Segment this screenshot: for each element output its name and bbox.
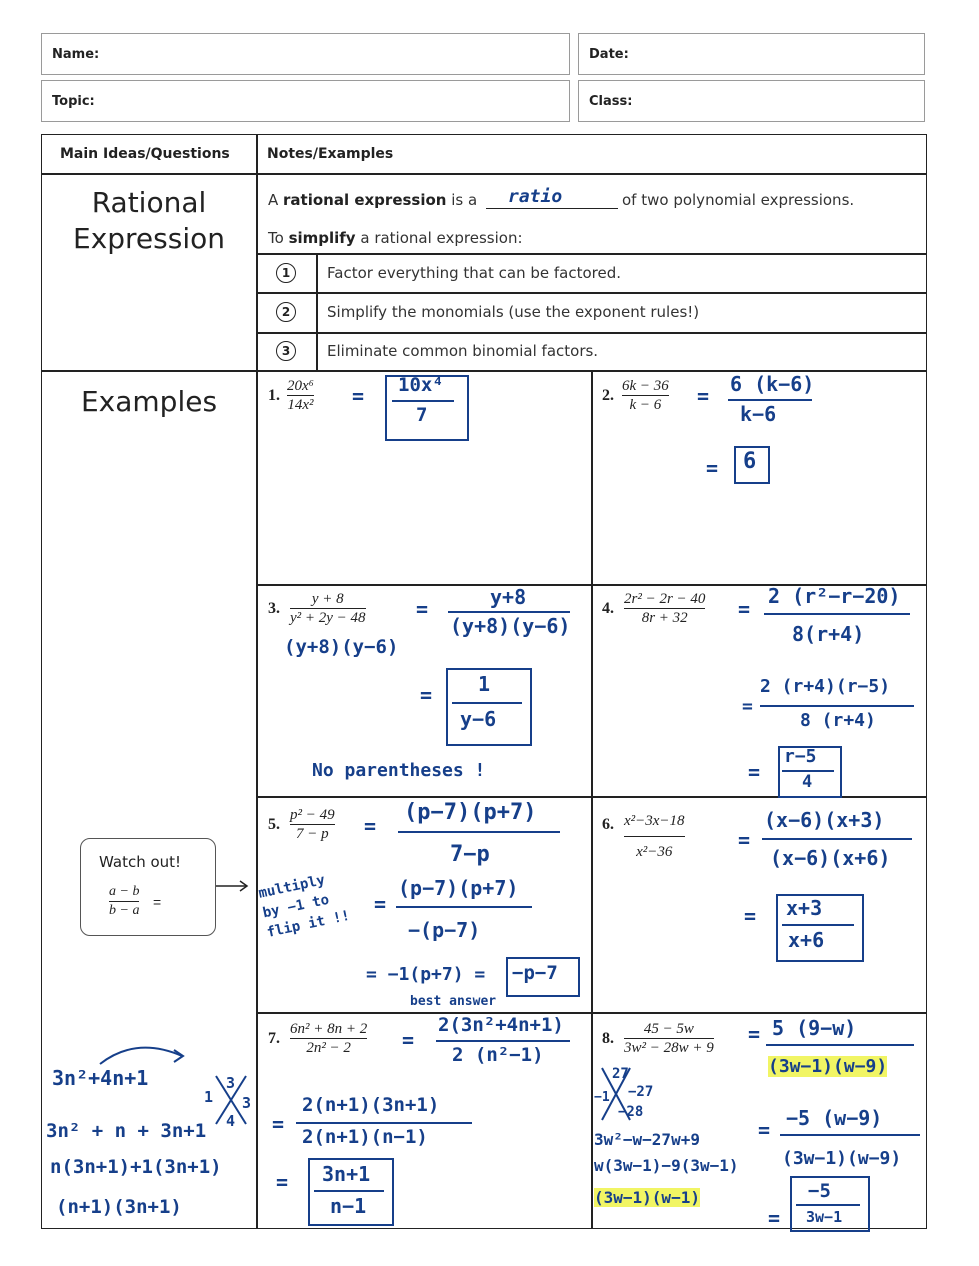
- date-field[interactable]: [578, 33, 925, 75]
- p7-equals-2: =: [272, 1112, 285, 1136]
- p8-equals-3: =: [768, 1206, 781, 1230]
- topic-field[interactable]: [41, 80, 570, 122]
- watch-out-fraction: a − b b − a: [109, 884, 140, 918]
- p6-equals: =: [738, 828, 751, 852]
- p5-equals-3-line: = −1(p+7) =: [366, 964, 486, 985]
- watch-out-title: Watch out!: [99, 853, 182, 871]
- p7-num2: 2(n+1)(3n+1): [302, 1094, 440, 1116]
- p1-answer-num: 10x⁴: [398, 374, 444, 396]
- problem-3-label: 3.: [268, 600, 280, 617]
- p3-answer-num: 1: [478, 672, 491, 696]
- p4-fraction-bar: [764, 613, 910, 615]
- p2-num: 6 (k−6): [730, 372, 815, 396]
- p7-equals: =: [402, 1028, 415, 1052]
- rational-title-line2: Expression: [73, 222, 225, 255]
- p8-x-bottom: −28: [618, 1104, 644, 1120]
- p8-work-line-1: 3w²−w−27w+9: [594, 1130, 700, 1149]
- definition-line: A rational expression is a: [268, 191, 478, 209]
- ratio-answer: ratio: [508, 186, 563, 207]
- p3-factored-denominator: (y+8)(y−6): [284, 636, 399, 658]
- p6-equals-2: =: [744, 904, 757, 928]
- watch-out-equals: =: [153, 894, 162, 910]
- problem-4-fraction: 2r² − 2r − 40 8r + 32: [624, 591, 706, 626]
- p5-fraction-bar: [398, 831, 560, 833]
- p2-answer: 6: [743, 449, 757, 474]
- step-2-number: 2: [276, 302, 296, 322]
- watch-out-box: [80, 838, 216, 936]
- curved-arrow-icon: [96, 1040, 188, 1068]
- p3-den: (y+8)(y−6): [450, 614, 571, 638]
- p7-x-left: 1: [204, 1088, 214, 1106]
- problem-3-fraction: y + 8 y² + 2y − 48: [290, 591, 366, 626]
- problem-8-fraction: 45 − 5w 3w² − 28w + 9: [624, 1021, 714, 1056]
- p7-x-top: 3: [226, 1074, 236, 1092]
- p5-answer: −p−7: [512, 962, 558, 984]
- p7-den2: 2(n+1)(n−1): [302, 1126, 428, 1148]
- p8-x-right: −27: [628, 1084, 654, 1100]
- p6-den: (x−6)(x+6): [770, 846, 891, 870]
- p4-equals-2: =: [742, 696, 753, 717]
- p7-answer-bar: [314, 1190, 384, 1192]
- p5-equals: =: [364, 814, 377, 838]
- examples-title: Examples: [80, 385, 218, 418]
- p5-num: (p−7)(p+7): [404, 800, 537, 825]
- p4-fraction-bar-2: [760, 705, 914, 707]
- examples-column-divider: [591, 370, 593, 1229]
- p8-fraction-bar: [766, 1044, 914, 1046]
- problem-8-label: 8.: [602, 1030, 614, 1047]
- p4-answer-den: 4: [802, 772, 813, 792]
- p3-answer-bar: [452, 702, 522, 704]
- p2-equals: =: [697, 384, 710, 408]
- problem-7-label: 7.: [268, 1030, 280, 1047]
- p6-answer-den: x+6: [788, 928, 825, 952]
- arrow-right-icon: [216, 880, 252, 892]
- p5-best-answer-note: best answer: [410, 994, 497, 1009]
- p8-fraction-bar-2: [780, 1134, 920, 1136]
- col2-header: Notes/Examples: [267, 146, 394, 162]
- p8-den2: (3w−1)(w−9): [782, 1148, 902, 1169]
- p4-equals-3: =: [748, 760, 761, 784]
- p7-x-right: 3: [242, 1094, 252, 1112]
- p8-x-top: 27: [612, 1066, 629, 1082]
- p7-equals-3: =: [276, 1170, 289, 1194]
- p8-answer-den: 3w−1: [806, 1208, 843, 1226]
- p5-equals-2: =: [374, 892, 387, 916]
- p5-den2: −(p−7): [408, 918, 481, 942]
- p5-den: 7−p: [450, 842, 490, 867]
- step-divider: [256, 292, 927, 294]
- p6-answer-bar: [782, 924, 854, 926]
- examples-row-divider: [256, 1012, 927, 1014]
- problem-5-fraction: p² − 49 7 − p: [290, 807, 335, 842]
- p7-fraction-bar: [436, 1040, 570, 1042]
- p5-num2: (p−7)(p+7): [398, 876, 519, 900]
- date-label: Date:: [589, 47, 629, 62]
- p8-equals-2: =: [758, 1118, 771, 1142]
- p7-work-line-2: 3n² + n + 3n+1: [46, 1120, 207, 1142]
- p6-num: (x−6)(x+3): [764, 808, 885, 832]
- problem-1-fraction: 20x⁶ 14x²: [287, 378, 314, 413]
- problem-6-label: 6.: [602, 816, 614, 833]
- step-2-text: Simplify the monomials (use the exponent rules!): [327, 303, 700, 321]
- problem-4-label: 4.: [602, 600, 614, 617]
- problem-6-fraction: x²−3x−18 x²−36: [624, 813, 685, 860]
- name-field[interactable]: [41, 33, 570, 75]
- name-label: Name:: [52, 47, 100, 62]
- problem-1-label: 1.: [268, 387, 280, 404]
- p7-answer-den: n−1: [330, 1194, 367, 1218]
- problem-7-fraction: 6n² + 8n + 2 2n² − 2: [290, 1021, 368, 1056]
- p3-equals-2: =: [420, 683, 433, 707]
- step-num-divider: [316, 253, 318, 370]
- p3-equals: =: [416, 597, 429, 621]
- p8-equals: =: [748, 1022, 761, 1046]
- p4-answer-num: r−5: [784, 746, 817, 767]
- p7-fraction-bar-2: [296, 1122, 472, 1124]
- definition-post: of two polynomial expressions.: [622, 191, 855, 209]
- p3-answer-den: y−6: [460, 707, 497, 731]
- step-divider: [256, 332, 927, 334]
- p6-answer-num: x+3: [786, 896, 823, 920]
- p7-den: 2 (n²−1): [452, 1044, 544, 1066]
- step-1-number: 1: [276, 263, 296, 283]
- p7-work-line-1: 3n²+4n+1: [52, 1066, 149, 1090]
- p2-fraction-bar: [728, 399, 812, 401]
- p7-num: 2(3n²+4n+1): [438, 1014, 564, 1036]
- step-3-number: 3: [276, 341, 296, 361]
- p8-x-left: −1: [594, 1090, 610, 1105]
- p4-equals: =: [738, 597, 751, 621]
- column-divider: [256, 134, 258, 1229]
- problem-5-label: 5.: [268, 816, 280, 833]
- p7-work-line-4: (n+1)(3n+1): [56, 1196, 182, 1218]
- p8-work-line-2: w(3w−1)−9(3w−1): [594, 1156, 739, 1175]
- col1-header: Main Ideas/Questions: [60, 146, 230, 162]
- p2-den: k−6: [740, 402, 777, 426]
- p2-equals-2: =: [706, 456, 719, 480]
- p4-den: 8(r+4): [792, 622, 865, 646]
- p7-x-bottom: 4: [226, 1112, 236, 1130]
- p1-fraction-bar: [392, 400, 454, 402]
- p8-num2: −5 (w−9): [786, 1106, 883, 1130]
- p1-answer-den: 7: [416, 404, 428, 426]
- p7-work-line-3: n(3n+1)+1(3n+1): [50, 1156, 222, 1178]
- p3-num: y+8: [490, 585, 527, 609]
- p6-fraction-bar: [762, 838, 912, 840]
- problem-2-label: 2.: [602, 387, 614, 404]
- rational-title-line1: Rational: [91, 186, 207, 219]
- class-field[interactable]: [578, 80, 925, 122]
- problem-2-fraction: 6k − 36 k − 6: [622, 378, 669, 413]
- p8-work-line-3: (3w−1)(w−1): [594, 1188, 700, 1207]
- p1-equals: =: [352, 384, 365, 408]
- p8-den: (3w−1)(w−9): [768, 1056, 888, 1077]
- p3-fraction-bar: [448, 611, 570, 613]
- p8-answer-num: −5: [808, 1180, 831, 1202]
- p4-num: 2 (r²−r−20): [768, 584, 901, 608]
- header-row-divider: [41, 173, 927, 175]
- step-3-text: Eliminate common binomial factors.: [327, 342, 599, 360]
- step-1-text: Factor everything that can be factored.: [327, 264, 622, 282]
- p5-side-note: multiply by −1 to flip it !!: [257, 872, 352, 941]
- step-divider: [256, 253, 927, 255]
- p8-num: 5 (9−w): [772, 1016, 857, 1040]
- p4-num2: 2 (r+4)(r−5): [760, 676, 891, 697]
- blank-line: [486, 208, 618, 209]
- p3-note: No parentheses !: [312, 760, 486, 781]
- simplify-line: To simplify a rational expression:: [268, 229, 523, 247]
- p7-answer-num: 3n+1: [322, 1162, 371, 1186]
- topic-label: Topic:: [52, 94, 95, 109]
- class-label: Class:: [589, 94, 633, 109]
- p8-answer-bar: [796, 1204, 860, 1206]
- p5-fraction-bar-2: [396, 906, 532, 908]
- p4-den2: 8 (r+4): [800, 710, 876, 731]
